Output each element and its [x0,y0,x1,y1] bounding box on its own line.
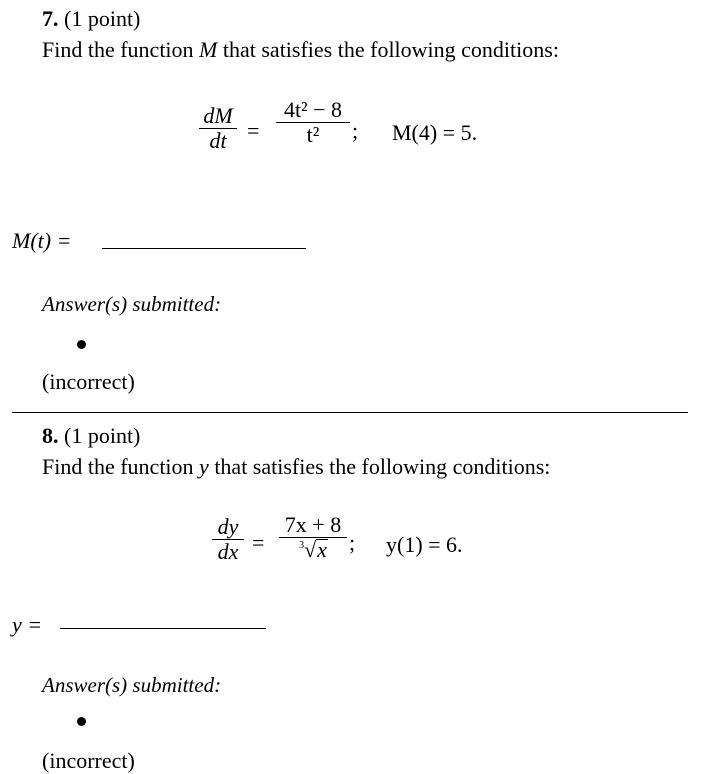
problem-7-points: (1 point) [64,6,141,31]
cube-root-sign: 3 √x [299,537,327,562]
problem-8-header [42,423,140,449]
problem-7-number: 7. [42,6,59,31]
problem-7-initial-condition: M(4) = 5. [392,120,478,145]
problem-8-number: 8. [42,423,59,448]
problem-8-equals: = [252,530,265,555]
problem-8-answer-blank[interactable] [60,628,266,629]
problem-8-submitted-label: Answer(s) submitted: [42,673,222,697]
problem-7-equals: = [247,118,260,143]
problem-7-status: (incorrect) [42,369,135,394]
problem-8-status: (incorrect) [42,748,135,773]
problem-7-rhs-fraction [276,98,350,147]
problem-7-submitted-label: Answer(s) submitted: [42,292,222,316]
problem-8-rhs-numerator: 7x + 8 [284,512,342,537]
problem-8-answer-bullet [77,717,86,726]
problem-7-header [42,6,140,32]
problem-7-answer-label: M(t) = [12,228,72,253]
problem-8-prompt: Find the function y that satisfies the following conditions: [42,454,551,479]
problem-8-semicolon: ; [349,530,356,555]
problem-7-answer-blank[interactable] [102,248,306,249]
problem-7-prompt: Find the function M that satisfies the following conditions: [42,37,559,62]
problem-divider [12,412,688,413]
problem-7-rhs-denominator: t² [306,122,320,147]
problem-8-rhs-fraction [279,513,347,562]
problem-8-rhs-denominator [279,538,347,562]
problem-8-points: (1 point) [64,423,141,448]
problem-7-answer-bullet [77,340,86,349]
problem-8-lhs-fraction: dy dx [212,515,244,564]
problem-7-lhs-fraction: dM dt [199,104,237,153]
problem-7-rhs-numerator: 4t² − 8 [283,97,343,122]
problem-8-answer-label: y = [12,612,43,637]
problem-8-initial-condition: y(1) = 6. [386,532,463,557]
problem-7-semicolon: ; [352,118,359,143]
